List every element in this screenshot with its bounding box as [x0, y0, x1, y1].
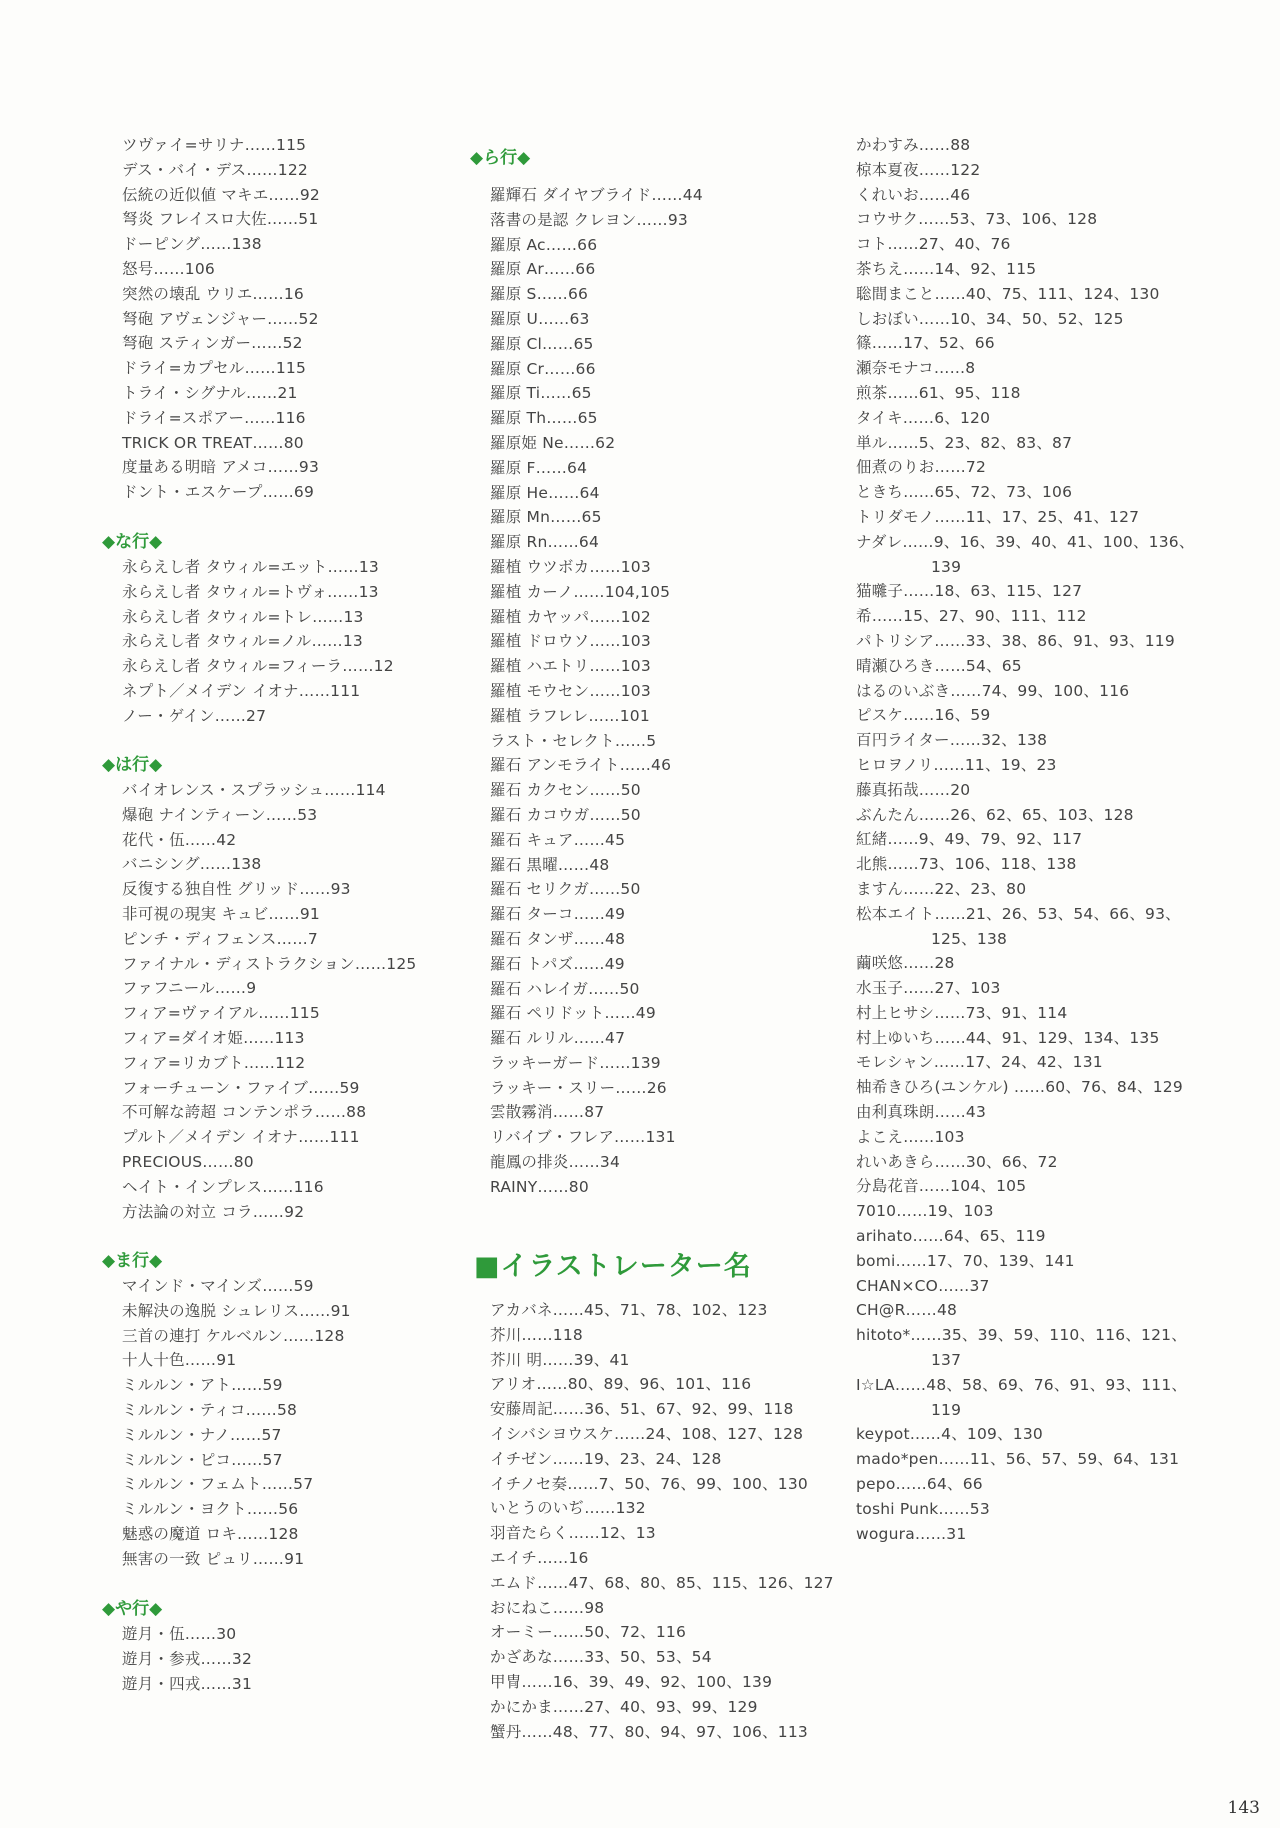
index-entry: 三首の連打 ケルベルン……128: [122, 1326, 345, 1345]
index-entry: 不可解な誇超 コンテンポラ……88: [122, 1103, 367, 1122]
index-entry: bomi……17、70、139、141: [856, 1251, 1075, 1270]
index-entry: プルト／メイデン イオナ……111: [122, 1128, 360, 1147]
index-entry: ラッキー・スリー……26: [490, 1078, 667, 1097]
index-entry: 無害の一致 ピュリ……91: [122, 1549, 305, 1568]
index-entry: 魅惑の魔道 ロキ……128: [122, 1524, 299, 1543]
index-entry: れいあきら……30、66、72: [856, 1152, 1058, 1171]
index-entry: 非可視の現実 キュビ……91: [122, 904, 320, 923]
index-entry: ドライ=スポアー……116: [122, 408, 306, 427]
index-entry: トライ・シグナル……21: [122, 383, 298, 402]
index-entry: 羅植 ラフレレ……101: [490, 706, 650, 725]
index-entry: 未解決の逸脱 シュレリス……91: [122, 1301, 351, 1320]
index-entry: 羅石 ペリドット……49: [490, 1004, 656, 1023]
index-entry: コト……27、40、76: [856, 235, 1011, 254]
index-entry: ドーピング……138: [122, 235, 262, 254]
index-entry: 反復する独自性 グリッド……93: [122, 880, 351, 899]
entry-list-main: [122, 133, 320, 505]
index-entry: 羅原 Ar……66: [490, 260, 596, 279]
index-entry: かわすみ……88: [856, 136, 971, 154]
index-entry: 篠……17、52、66: [856, 334, 995, 353]
index-entry: 怒号……106: [122, 259, 215, 278]
index-entry: イチゼン……19、23、24、128: [490, 1449, 722, 1468]
index-entry: 永らえし者 タウィル=エット……13: [122, 558, 379, 576]
index-entry: アカバネ……45、71、78、102、123: [490, 1301, 768, 1319]
index-entry: 椋本夏夜……122: [856, 160, 981, 179]
entry-list-ha: [122, 778, 416, 1224]
index-entry: 伝統の近似値 マキエ……92: [122, 185, 320, 204]
index-entry: 芥川……118: [490, 1325, 583, 1344]
index-entry: 羅石 ルリル……47: [490, 1029, 626, 1048]
illustrator-section-heading: ■イラストレーター名: [474, 1251, 752, 1282]
entry-list-ma: [122, 1274, 351, 1572]
index-entry: 羅原 Ac……66: [490, 235, 598, 254]
index-entry-continuation: 137: [931, 1351, 962, 1370]
page-number: 143: [1227, 1798, 1260, 1818]
entry-list-ra: [490, 183, 703, 1200]
index-entry: 羅石 黒曜……48: [490, 855, 610, 874]
index-entry: ますん……22、23、80: [856, 879, 1027, 898]
index-entry: 羅原 Rn……64: [490, 533, 600, 552]
index-entry-continuation: 139: [931, 557, 962, 576]
index-entry: ツヴァイ=サリナ……115: [122, 136, 307, 154]
index-entry: フィア=ヴァイアル……115: [122, 1004, 320, 1023]
index-entry: I☆LA……48、58、69、76、91、93、111、: [856, 1375, 1188, 1394]
index-entry: ナダレ……9、16、39、40、41、100、136、: [856, 532, 1195, 551]
index-entry: バニシング……138: [122, 855, 262, 874]
index-entry: ミルルン・フェムト……57: [122, 1475, 314, 1494]
index-entry: 聡間まこと……40、75、111、124、130: [856, 284, 1160, 303]
index-entry: 花代・伍……42: [122, 830, 237, 849]
index-entry: 羅石 ターコ……49: [490, 905, 626, 924]
index-entry: 松本エイト……21、26、53、54、66、93、: [856, 904, 1181, 923]
index-entry: 羅石 カコウガ……50: [490, 805, 641, 824]
index-entry: 羅原 U……63: [490, 309, 590, 328]
index-entry: 柚希きひろ(ユンケル) ……60、76、84、129: [856, 1078, 1183, 1097]
index-entry: フィア=ダイオ姫……113: [122, 1028, 305, 1047]
index-entry: アリオ……80、89、96、101、116: [490, 1375, 752, 1394]
index-entry: 希……15、27、90、111、112: [856, 607, 1087, 626]
index-entry-continuation: 125、138: [931, 929, 1008, 948]
entry-list-illustrators-cont: [856, 133, 1195, 1546]
index-entry: 龍鳳の排炎……34: [490, 1153, 621, 1172]
index-entry: 羅植 ウツボカ……103: [490, 557, 651, 576]
index-entry: マインド・マインズ……59: [122, 1277, 314, 1295]
index-entry: ぶんたん……26、62、65、103、128: [856, 805, 1134, 824]
index-entry: かにかま……27、40、93、99、129: [490, 1697, 758, 1716]
index-entry: ドライ=カプセル……115: [122, 359, 307, 378]
index-entry: ノー・ゲイン……27: [122, 706, 267, 725]
index-entry: 猫囃子……18、63、115、127: [856, 582, 1083, 601]
index-entry: ミルルン・アト……59: [122, 1376, 283, 1395]
index-entry: 佃煮のりお……72: [856, 458, 987, 477]
index-entry: ピスケ……16、59: [856, 706, 991, 725]
index-entry: イシバシヨウスケ……24、108、127、128: [490, 1424, 804, 1443]
index-entry: hitoto*……35、39、59、110、116、121、: [856, 1326, 1187, 1345]
index-entry: ファフニール……9: [122, 979, 257, 998]
index-entry: 弩砲 スティンガー……52: [122, 334, 303, 353]
index-entry: ドント・エスケープ……69: [122, 483, 315, 502]
index-entry: ネプト／メイデン イオナ……111: [122, 681, 361, 700]
index-entry: 晴瀬ひろき……54、65: [856, 656, 1022, 675]
index-entry: 羅原 Cr……66: [490, 359, 596, 378]
index-entry: 十人十色……91: [122, 1351, 237, 1370]
index-entry: はるのいぶき……74、99、100、116: [856, 681, 1130, 700]
index-entry: 羅植 ハエトリ……103: [490, 657, 651, 676]
index-entry: keypot……4、109、130: [856, 1425, 1043, 1444]
index-entry-continuation: 119: [931, 1400, 962, 1419]
index-entry: モレシャン……17、24、42、131: [856, 1053, 1103, 1072]
index-entry: 繭咲悠……28: [856, 954, 955, 973]
index-entry: トリダモノ……11、17、25、41、127: [856, 507, 1140, 526]
index-entry: pepo……64、66: [856, 1475, 983, 1494]
section-heading-ha: ◆は行◆: [102, 755, 163, 775]
index-entry: バイオレンス・スプラッシュ……114: [122, 781, 386, 799]
index-entry: 羅原 Mn……65: [490, 508, 602, 527]
index-entry: 遊月・四戎……31: [122, 1674, 253, 1693]
index-entry: 羅原 Ti……65: [490, 384, 592, 403]
index-entry: 羅原姫 Ne……62: [490, 433, 616, 452]
index-entry: おにねこ……98: [490, 1598, 605, 1617]
index-entry: 藤真拓哉……20: [856, 780, 971, 799]
index-entry: イチノセ奏……7、50、76、99、100、130: [490, 1474, 808, 1493]
index-entry: 遊月・伍……30: [122, 1625, 237, 1643]
index-entry: ファイナル・ディストラクション……125: [122, 954, 417, 973]
index-entry: 羅石 アンモライト……46: [490, 756, 672, 775]
index-entry: 羽音たらく……12、13: [490, 1524, 656, 1543]
index-entry: 甲冑……16、39、49、92、100、139: [490, 1672, 773, 1691]
index-entry: 度量ある明暗 アメコ……93: [122, 458, 320, 477]
index-entry: 永らえし者 タウィル=ノル……13: [122, 632, 363, 651]
index-entry: 方法論の対立 コラ……92: [122, 1202, 305, 1221]
index-entry: ヒロヲノリ……11、19、23: [856, 755, 1057, 774]
index-entry: 落書の是認 クレヨン……93: [490, 210, 688, 229]
index-entry: PRECIOUS……80: [122, 1152, 254, 1171]
index-entry: 羅輝石 ダイヤブライド……44: [490, 186, 703, 204]
index-entry: 羅原 Th……65: [490, 409, 598, 428]
index-entry: かざあな……33、50、53、54: [490, 1648, 712, 1667]
index-entry: ピンチ・ディフェンス……7: [122, 929, 318, 948]
index-entry: 蟹丹……48、77、80、94、97、106、113: [490, 1722, 808, 1741]
index-entry: フォーチューン・ファイブ……59: [122, 1078, 360, 1097]
index-entry: 雲散霧消……87: [490, 1103, 605, 1122]
index-entry: 羅原 F……64: [490, 458, 588, 477]
index-entry: ミルルン・ピコ……57: [122, 1450, 283, 1469]
index-entry: 百円ライター……32、138: [856, 731, 1048, 750]
index-entry: ラスト・セレクト……5: [490, 731, 657, 750]
index-entry: 弩砲 アヴェンジャー……52: [122, 309, 319, 328]
index-entry: いとうのいぢ……132: [490, 1499, 646, 1518]
index-entry: 羅植 モウセン……103: [490, 681, 651, 700]
index-entry: 羅石 キュア……45: [490, 830, 626, 849]
index-entry: CHAN×CO……37: [856, 1276, 990, 1295]
index-entry: 羅石 カクセン……50: [490, 781, 641, 800]
index-entry: 煎茶……61、95、118: [856, 383, 1021, 402]
index-entry: ミルルン・ヨクト……56: [122, 1500, 299, 1519]
index-entry: 分島花音……104、105: [856, 1177, 1027, 1196]
index-entry: 茶ちえ……14、92、115: [856, 259, 1037, 278]
index-entry: 永らえし者 タウィル=トヴォ……13: [122, 582, 379, 601]
index-entry: 遊月・参戎……32: [122, 1649, 253, 1668]
index-entry: リバイブ・フレア……131: [490, 1128, 676, 1147]
index-entry: arihato……64、65、119: [856, 1227, 1046, 1246]
index-entry: ミルルン・ナノ……57: [122, 1425, 282, 1444]
index-entry: 由利真珠朗……43: [856, 1103, 987, 1122]
index-entry: 羅植 ドロウソ……103: [490, 632, 651, 651]
index-entry: 村上ヒサシ……73、91、114: [856, 1003, 1068, 1022]
index-entry: CH@R……48: [856, 1301, 958, 1320]
index-entry: フィア=リカブト……112: [122, 1053, 306, 1072]
index-entry: 羅石 セリクガ……50: [490, 880, 641, 899]
index-entry: 羅原 S……66: [490, 285, 589, 304]
index-entry: 羅原 Cl……65: [490, 334, 594, 353]
index-entry: 水玉子……27、103: [856, 979, 1001, 998]
index-entry: ヘイト・インプレス……116: [122, 1177, 324, 1196]
index-entry: コウサク……53、73、106、128: [856, 210, 1098, 229]
index-entry: 瀬奈モナコ……8: [856, 359, 976, 378]
index-entry: パトリシア……33、38、86、91、93、119: [856, 631, 1175, 650]
index-entry: 7010……19、103: [856, 1202, 994, 1221]
section-heading-ma: ◆ま行◆: [102, 1251, 163, 1271]
index-entry: ミルルン・ティコ……58: [122, 1400, 298, 1419]
index-entry: toshi Punk……53: [856, 1499, 990, 1518]
index-entry: ラッキーガード……139: [490, 1053, 661, 1072]
entry-list-ya: [122, 1622, 252, 1696]
index-entry: エムド……47、68、80、85、115、126、127: [490, 1573, 834, 1592]
index-entry: 羅原 He……64: [490, 483, 600, 502]
index-entry: くれいお……46: [856, 185, 971, 204]
index-entry: 羅石 タンザ……48: [490, 929, 626, 948]
index-entry: タイキ……6、120: [856, 408, 991, 427]
index-entry: TRICK OR TREAT……80: [122, 433, 304, 452]
index-entry: 芥川 明……39、41: [490, 1350, 630, 1369]
index-entry: よこえ……103: [856, 1127, 965, 1146]
index-entry: RAINY……80: [490, 1177, 589, 1196]
index-entry: しおぼい……10、34、50、52、125: [856, 309, 1124, 328]
index-entry: 村上ゆいち……44、91、129、134、135: [856, 1028, 1160, 1047]
entry-list-na: [122, 555, 394, 729]
section-heading-ra: ◆ら行◆: [470, 148, 531, 168]
index-entry: 永らえし者 タウィル=トレ……13: [122, 607, 364, 626]
index-entry: オーミー……50、72、116: [490, 1623, 687, 1642]
index-entry: wogura……31: [856, 1524, 967, 1543]
index-entry: 安藤周記……36、51、67、92、99、118: [490, 1400, 794, 1419]
entry-list-illustrators: [490, 1298, 834, 1744]
index-entry: 紅緒……9、49、79、92、117: [856, 830, 1083, 849]
section-heading-ya: ◆や行◆: [102, 1599, 163, 1619]
index-entry: デス・バイ・デス……122: [122, 160, 308, 179]
section-heading-na: ◆な行◆: [102, 532, 163, 552]
index-entry: 羅植 カヤッパ……102: [490, 607, 651, 626]
index-entry: 永らえし者 タウィル=フィーラ……12: [122, 657, 394, 676]
index-entry: 爆砲 ナインティーン……53: [122, 805, 318, 824]
index-entry: ときち……65、72、73、106: [856, 483, 1073, 502]
index-entry: 北熊……73、106、118、138: [856, 855, 1077, 874]
index-entry: 単ル……5、23、82、83、87: [856, 433, 1073, 452]
index-entry: 羅石 トパズ……49: [490, 954, 625, 973]
index-entry: 弩炎 フレイスロ大佐……51: [122, 210, 319, 229]
index-entry: エイチ……16: [490, 1548, 589, 1567]
index-entry: 羅植 カーノ……104,105: [490, 582, 671, 601]
index-entry: 突然の壊乱 ウリエ……16: [122, 284, 304, 303]
index-entry: 羅石 ハレイガ……50: [490, 979, 640, 998]
index-entry: mado*pen……11、56、57、59、64、131: [856, 1450, 1180, 1469]
